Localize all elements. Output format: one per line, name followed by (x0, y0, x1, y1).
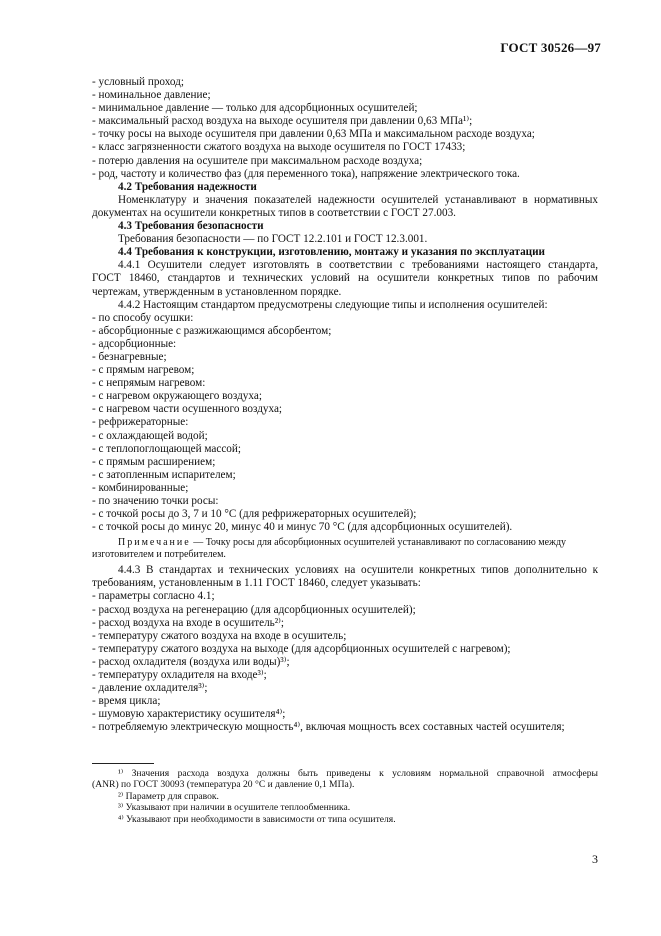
section-heading-4-4: 4.4 Требования к конструкции, изготовлению, монтажу и указания по эксплуатации (118, 246, 546, 259)
paragraph-line: Требования безопасности — по ГОСТ 12.2.101 и ГОСТ 12.3.001. (118, 233, 428, 246)
list-item: - с прямым нагревом; (92, 364, 195, 377)
list-item: - шумовую характеристику осушителя⁴⁾; (92, 708, 286, 721)
list-item: - рефрижераторные: (92, 416, 189, 429)
list-item: - расход охладителя (воздуха или воды)³⁾; (92, 655, 290, 668)
list-item: - по способу осушки: (92, 311, 194, 324)
list-item: - род, частоту и количество фаз (для переменного тока), напряжение электрического тока. (92, 167, 520, 180)
list-item: - температуру охладителя на входе³⁾; (92, 669, 267, 682)
note-label: Примечание (118, 537, 191, 549)
list-item: - расход воздуха на регенерацию (для адсорбционных осушителей); (92, 603, 416, 616)
list-item: - максимальный расход воздуха на выходе осушителя при давлении 0,63 МПа¹⁾; (92, 115, 473, 128)
list-item: - с точкой росы до минус 20, минус 40 и минус 70 °С (для адсорбционных осушителей). (92, 521, 513, 534)
parameter-list (92, 76, 598, 181)
list-item: - с охлаждающей водой; (92, 429, 208, 442)
list-item: - параметры согласно 4.1; (92, 590, 215, 603)
list-item: - точку росы на выходе осушителя при давлении 0,63 МПа и максимальном расходе воздуха; (92, 128, 535, 141)
note-block (92, 537, 598, 561)
dryer-types-list (92, 312, 598, 535)
note-text: изготовителем и потребителем. (92, 549, 226, 561)
list-item: - комбинированные; (92, 481, 189, 494)
list-item: - условный проход; (92, 76, 184, 88)
list-item: - адсорбционные: (92, 337, 177, 350)
paragraph-line: ГОСТ 18460, стандартов и технических условий на осушители конкретных типов по рабочим (92, 272, 598, 285)
list-item: - давление охладителя³⁾; (92, 682, 208, 695)
list-item: - номинальное давление; (92, 89, 211, 102)
paragraph-line: 4.4.3 В стандартах и технических условиях на осушители конкретных типов дополнительно к (118, 564, 598, 577)
list-item: - с теплопоглощающей массой; (92, 442, 241, 455)
footnotes (92, 768, 598, 825)
list-item: - время цикла; (92, 695, 161, 708)
page-number: 3 (592, 852, 598, 866)
list-item: - с нагревом окружающего воздуха; (92, 390, 262, 403)
list-item: - температуру сжатого воздуха на выходе (для адсорбционных осушителей с нагревом); (92, 642, 511, 655)
list-item: - безнагревные; (92, 350, 167, 363)
page-body (92, 76, 598, 735)
document-header: ГОСТ 30526—97 (500, 40, 601, 55)
list-item: - с прямым расширением; (92, 455, 216, 468)
footnote-divider (92, 763, 154, 764)
spec-requirements-list (92, 590, 598, 734)
list-item: - с точкой росы до 3, 7 и 10 °С (для рефрижераторных осушителей); (92, 508, 417, 521)
list-item: - по значению точки росы: (92, 495, 219, 507)
list-item: - потерю давления на осушителе при максимальном расходе воздуха; (92, 154, 423, 167)
footnote-line: ²⁾ Параметр для справок. (118, 790, 219, 802)
footnote-line: ⁴⁾ Указывают при необходимости в зависимости от типа осушителя. (118, 813, 396, 825)
section-heading-4-2: 4.2 Требования надежности (118, 180, 257, 193)
paragraph-line: Номенклатуру и значения показателей надежности осушителей устанавливают в нормативных (118, 193, 598, 206)
section-heading-4-3: 4.3 Требования безопасности (118, 220, 264, 233)
paragraph-line: чертежам, утвержденным в установленном порядке. (92, 285, 342, 298)
footnote-line: ³⁾ Указывают при наличии в осушителе теплообменника. (118, 802, 351, 814)
footnote-line: ¹⁾ Значения расхода воздуха должны быть приведены к условиям нормальной справочной атмосферы (118, 768, 598, 779)
list-item: - абсорбционные с разжижающимся абсорбентом; (92, 324, 332, 337)
paragraph-line: 4.4.1 Осушители следует изготовлять в соответствии с требованиями настоящего стандарта, (118, 259, 598, 272)
list-item: - с непрямым нагревом: (92, 377, 206, 390)
paragraph-line: 4.4.2 Настоящим стандартом предусмотрены следующие типы и исполнения осушителей: (118, 298, 548, 311)
list-item: - с нагревом части осушенного воздуха; (92, 403, 283, 416)
note-text: — Точку росы для абсорбционных осушителей устанавливают по согласованию между (190, 537, 567, 549)
list-item: - температуру сжатого воздуха на входе в осушитель; (92, 629, 347, 642)
list-item: - расход воздуха на входе в осушитель²⁾; (92, 616, 284, 629)
footnote-line: (ANR) по ГОСТ 30093 (температура 20 °С и давление 0,1 МПа). (92, 779, 355, 791)
list-item: - с затопленным испарителем; (92, 468, 236, 481)
paragraph-line: документах на осушители конкретных типов в соответствии с ГОСТ 27.003. (92, 206, 456, 219)
paragraph-line: требованиям, установленным в 1.11 ГОСТ 18460, следует указывать: (92, 577, 421, 590)
list-item: - потребляемую электрическую мощность⁴⁾, включая мощность всех составных частей осушителя; (92, 721, 565, 734)
list-item: - минимальное давление — только для адсорбционных осушителей; (92, 102, 418, 115)
list-item: - класс загрязненности сжатого воздуха на выходе осушителя по ГОСТ 17433; (92, 141, 466, 154)
